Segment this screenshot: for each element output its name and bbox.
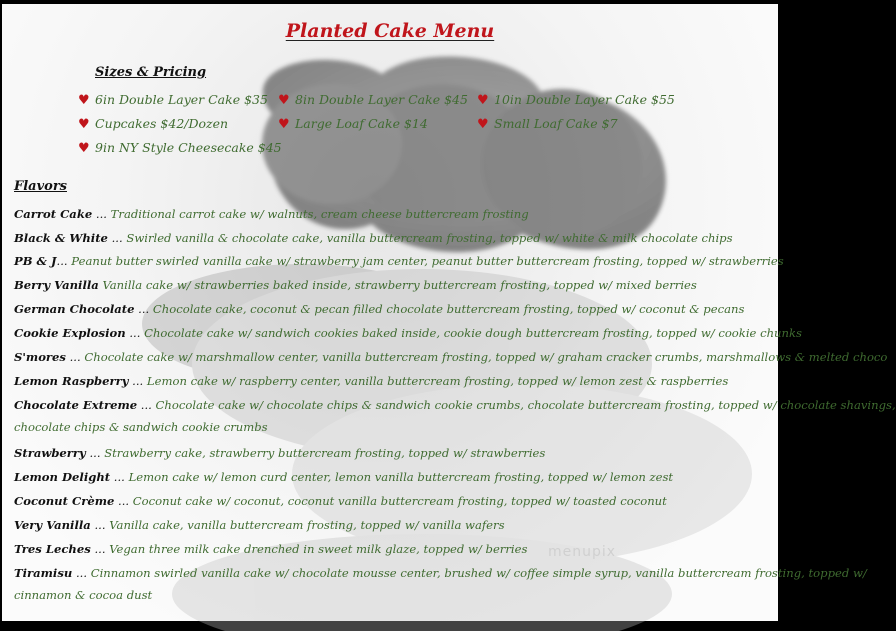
flavor-name: Very Vanilla — [14, 518, 91, 532]
flavor-name: Carrot Cake — [14, 207, 93, 221]
price-item: ♥ 8in Double Layer Cake $45 — [278, 92, 468, 108]
flavor-item — [14, 278, 697, 292]
flavor-item: Chocolate Extreme ... Chocolate cake w/ chocolate chips & sandwich cookie crumbs, chocolate buttercream frosting, topped w/ chocolate shavings, — [14, 398, 896, 412]
flavor-description: Peanut butter swirled vanilla cake w/ strawberry jam center, peanut butter buttercream frosting, topped w/ strawberries — [71, 254, 784, 268]
flavor-item: Coconut Crème ... Coconut cake w/ coconut, coconut vanilla buttercream frosting, topped w/ toasted coconut — [14, 494, 667, 508]
flavor-description: Swirled vanilla & chocolate cake, vanilla buttercream frosting, topped w/ white & milk chocolate chips — [126, 231, 733, 245]
flavor-item: Cookie Explosion ... Chocolate cake w/ sandwich cookies baked inside, cookie dough buttercream frosting, topped w/ cookie chunks — [14, 326, 802, 340]
flavor-item: Lemon Raspberry ... Lemon cake w/ raspberry center, vanilla buttercream frosting, topped w/ lemon zest & raspberries — [14, 374, 729, 388]
flavor-name: Coconut Crème — [14, 494, 115, 508]
flavor-name: Lemon Delight — [14, 470, 111, 484]
flavor-item-continuation — [14, 420, 268, 434]
price-item: ♥ Cupcakes $42/Dozen — [78, 116, 229, 132]
flavor-name: PB & J — [14, 254, 57, 268]
flavor-name: Berry Vanilla — [14, 278, 99, 292]
price-item: ♥ Small Loaf Cake $7 — [477, 116, 618, 132]
flavor-name: Lemon Raspberry — [14, 374, 129, 388]
flavor-description: Strawberry cake, strawberry buttercream frosting, topped w/ strawberries — [104, 446, 546, 460]
flavor-description: Chocolate cake w/ sandwich cookies baked inside, cookie dough buttercream frosting, topped w/ cookie chunks — [144, 326, 802, 340]
flavor-name: Strawberry — [14, 446, 86, 460]
flavor-item: Very Vanilla ... Vanilla cake, vanilla buttercream frosting, topped w/ vanilla wafers — [14, 518, 505, 532]
heart-icon: ♥ — [78, 117, 90, 132]
heart-icon: ♥ — [78, 93, 90, 108]
flavor-description: cinnamon & cocoa dust — [14, 588, 153, 602]
heart-icon: ♥ — [278, 93, 290, 108]
flavor-item-continuation — [14, 588, 152, 602]
price-item: ♥ Large Loaf Cake $14 — [278, 116, 428, 132]
flavor-item: Tiramisu ... Cinnamon swirled vanilla cake w/ chocolate mousse center, brushed w/ coffee simple syrup, vanilla buttercream frosting, topped w/ — [14, 566, 867, 580]
heart-icon: ♥ — [278, 117, 290, 132]
flavor-name: Black & White — [14, 231, 108, 245]
flavor-description: Chocolate cake, coconut & pecan filled chocolate buttercream frosting, topped w/ coconut & pecans — [152, 302, 745, 316]
flavor-item: Carrot Cake ... Traditional carrot cake w/ walnuts, cream cheese buttercream frosting — [14, 207, 529, 221]
flavor-description: Coconut cake w/ coconut, coconut vanilla buttercream frosting, topped w/ toasted coconut — [132, 494, 667, 508]
price-item: ♥ 9in NY Style Cheesecake $45 — [78, 140, 282, 156]
flavor-name: Cookie Explosion — [14, 326, 126, 340]
flavor-item: Black & White ... Swirled vanilla & chocolate cake, vanilla buttercream frosting, topped w/ white & milk chocolate chips — [14, 231, 733, 245]
watermark: menupix — [548, 544, 617, 560]
flavor-name: S'mores — [14, 350, 66, 364]
flavor-item: Strawberry ... Strawberry cake, strawberry buttercream frosting, topped w/ strawberries — [14, 446, 546, 460]
menu-card — [2, 4, 896, 621]
flavor-item: PB & J... Peanut butter swirled vanilla cake w/ strawberry jam center, peanut butter buttercream frosting, topped w/ strawberries — [14, 254, 784, 268]
flavor-description: Chocolate cake w/ marshmallow center, vanilla buttercream frosting, topped w/ graham cracker crumbs, marshmallows & melted choco — [84, 350, 888, 364]
flavor-name: Chocolate Extreme — [14, 398, 138, 412]
flavor-description: Cinnamon swirled vanilla cake w/ chocolate mousse center, brushed w/ coffee simple syrup, vanilla buttercream frosting, topped w/ — [90, 566, 867, 580]
flavors-heading: Flavors — [14, 179, 67, 194]
flavor-description: Vanilla cake, vanilla buttercream frosting, topped w/ vanilla wafers — [109, 518, 505, 532]
price-item: ♥ 6in Double Layer Cake $35 — [78, 92, 268, 108]
flavor-item: S'mores ... Chocolate cake w/ marshmallow center, vanilla buttercream frosting, topped w/ graham cracker crumbs, marshmallows & melted choco — [14, 350, 888, 364]
flavor-item: Tres Leches ... Vegan three milk cake drenched in sweet milk glaze, topped w/ berries — [14, 542, 528, 556]
flavor-name: Tres Leches — [14, 542, 91, 556]
flavor-description: Chocolate cake w/ chocolate chips & sandwich cookie crumbs, chocolate buttercream frosting, topped w/ chocolate shavings, — [155, 398, 896, 412]
flavor-description: Vegan three milk cake drenched in sweet milk glaze, topped w/ berries — [109, 542, 528, 556]
flavor-description: chocolate chips & sandwich cookie crumbs — [14, 420, 268, 434]
heart-icon: ♥ — [477, 117, 489, 132]
flavor-description: Vanilla cake w/ strawberries baked inside, strawberry buttercream frosting, topped w/ mixed berries — [102, 278, 697, 292]
flavor-description: Lemon cake w/ lemon curd center, lemon vanilla buttercream frosting, topped w/ lemon zest — [128, 470, 674, 484]
flavor-item: German Chocolate ... Chocolate cake, coconut & pecan filled chocolate buttercream frosting, topped w/ coconut & pecans — [14, 302, 745, 316]
heart-icon: ♥ — [477, 93, 489, 108]
flavor-name: German Chocolate — [14, 302, 135, 316]
flavor-name: Tiramisu — [14, 566, 73, 580]
flavor-description: Lemon cake w/ raspberry center, vanilla buttercream frosting, topped w/ lemon zest & raspberries — [146, 374, 729, 388]
price-item: ♥ 10in Double Layer Cake $55 — [477, 92, 675, 108]
flavor-description: Traditional carrot cake w/ walnuts, cream cheese buttercream frosting — [110, 207, 529, 221]
sizes-heading: Sizes & Pricing — [95, 65, 207, 80]
page-title: Planted Cake Menu — [285, 20, 495, 42]
heart-icon: ♥ — [78, 141, 90, 156]
flavor-item: Lemon Delight ... Lemon cake w/ lemon curd center, lemon vanilla buttercream frosting, topped w/ lemon zest — [14, 470, 674, 484]
